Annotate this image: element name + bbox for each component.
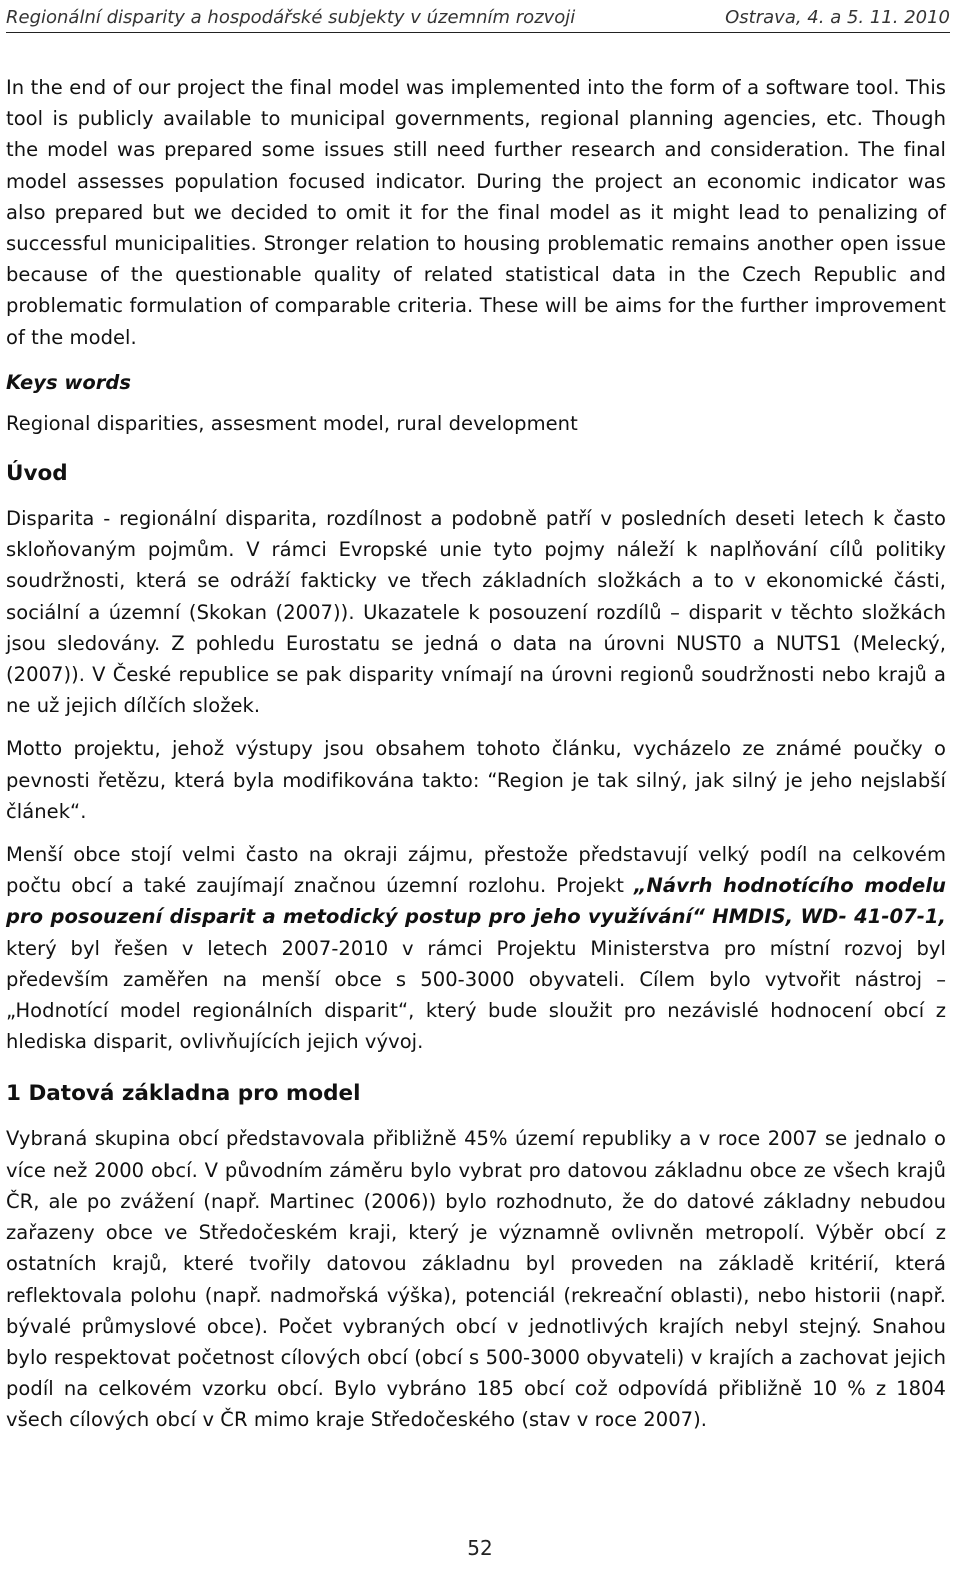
header-conference-title: Regionální disparity a hospodářské subjekty v územním rozvoji xyxy=(6,6,576,28)
section-1-heading: 1 Datová základna pro model xyxy=(6,1081,361,1107)
running-header xyxy=(6,2,950,33)
intro-p3-text-c: který byl řešen v letech 2007-2010 v rámci Projektu Ministerstva pro místní rozvoj byl především zaměřen na menší obce s 500-3000 obyvateli. Cílem bylo vytvořit nástroj – „Hodnotící model regionálních disparit“, který bude sloužit pro nezávislé hodnocení obcí z hlediska disparit, ovlivňujících jejich vývoj. xyxy=(6,936,946,1054)
intro-paragraph-2: Motto projektu, jehož výstupy jsou obsahem tohoto článku, vycházelo ze známé poučky o pevnosti řetězu, která byla modifikována takto: “Region je tak silný, jak silný je jeho nejslabší článek“. xyxy=(6,737,946,823)
project-title-emphasis: „Návrh hodnotícího modelu pro posouzení disparit a metodický postup pro jeho využívání“ HMDIS, WD- 41-07-1, xyxy=(6,874,946,929)
header-date-location: Ostrava, 4. a 5. 11. 2010 xyxy=(725,6,950,28)
abstract-paragraph: In the end of our project the final model was implemented into the form of a software tool. This tool is publicly available to municipal governments, regional planning agencies, etc. Though the model was prepared some issues still need further research and consideration. The final model assesses population focused indicator. During the project an economic indicator was also prepared but we decided to omit it for the final model as it might lead to penalizing of successful municipalities. Stronger relation to housing problematic remains another open issue because of the questionable quality of related statistical data in the Czech Republic and problematic formulation of comparable criteria. These will be aims for the further improvement of the model. xyxy=(6,76,946,349)
page-number: 52 xyxy=(467,1536,493,1560)
keywords-text: Regional disparities, assesment model, rural development xyxy=(6,411,578,435)
page-content xyxy=(6,72,946,1436)
intro-paragraph-3 xyxy=(6,839,946,1057)
keywords-heading: Keys words xyxy=(6,370,131,394)
intro-p3-text-a: Menší obce stojí velmi často na okraji zájmu, přestože představují velký podíl na celkovém počtu obcí a také zaujímají značnou územní rozlohu. Projekt xyxy=(6,843,946,898)
section-1-paragraph: Vybraná skupina obcí představovala přibližně 45% území republiky a v roce 2007 se jednalo o více než 2000 obcí. V původním záměru bylo vybrat pro datovou základnu obce ze všech krajů ČR, ale po zvážení (např. Martinec (2006)) bylo rozhodnuto, že do datové základny nebudou zařazeny obce ve Středočeském kraji, který je významně ovlivněn metropolí. Výběr obcí z ostatních krajů, které tvořily datovou základnu byl proveden na základě kritérií, která reflektovala polohu (např. nadmořská výška), potenciál (rekreační oblasti), nebo historii (např. bývalé průmyslové obce). Počet vybraných obcí v jednotlivých krajích nebyl stejný. Snahou bylo respektovat početnost cílových obcí (obcí s 500-3000 obyvateli) v krajích a zachovat jejich podíl na celkovém vzorku obcí. Bylo vybráno 185 obcí což odpovídá přibližně 10 % z 1804 všech cílových obcí v ČR mimo kraje Středočeského (stav v roce 2007). xyxy=(6,1127,946,1432)
intro-heading: Úvod xyxy=(6,461,68,487)
intro-paragraph-1: Disparita - regionální disparita, rozdílnost a podobně patří v posledních deseti letech k často skloňovaným pojmům. V rámci Evropské unie tyto pojmy náleží k naplňování cílů politiky soudržnosti, která se odráží fakticky ve třech základních složkách a to v ekonomické části, sociální a územní (Skokan (2007)). Ukazatele k posouzení rozdílů – disparit v těchto složkách jsou sledovány. Z pohledu Eurostatu se jedná o data na úrovni NUST0 a NUTS1 (Melecký, (2007)). V České republice se pak disparity vnímají na úrovni regionů soudržnosti nebo krajů a ne už jejich dílčích složek. xyxy=(6,507,946,718)
